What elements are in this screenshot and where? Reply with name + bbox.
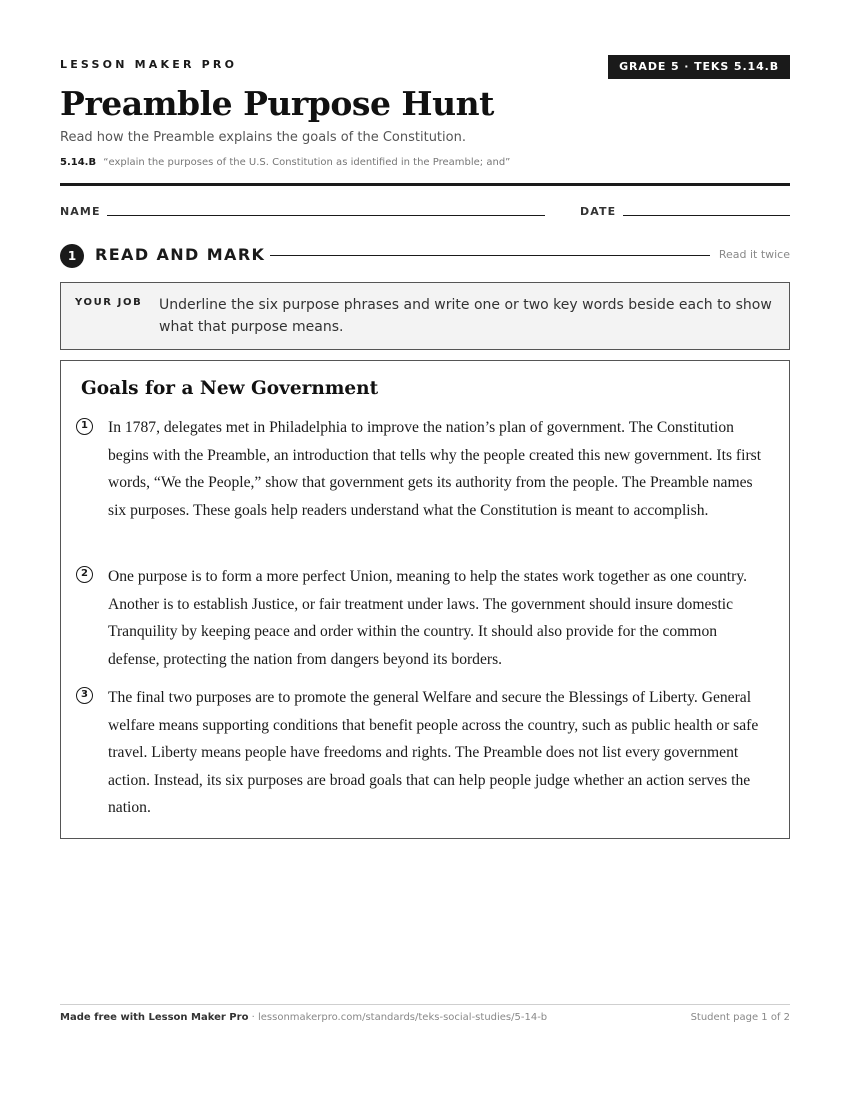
section-divider <box>270 255 710 256</box>
passage-paragraph: One purpose is to form a more perfect Union, meaning to help the states work together as one country. Another is to establish Justice, or fair treatment under laws. The government should insure domestic Tranquility by keeping peace and order within the country. It should also provide for the common defense, protecting the nation from dangers beyond its borders. <box>108 568 748 668</box>
section-note: Read it twice <box>718 248 790 261</box>
standard-text: “explain the purposes of the U.S. Constitution as identified in the Preamble; and” <box>103 157 511 168</box>
section-title: READ AND MARK <box>95 245 266 264</box>
footer-credit <box>60 1012 547 1023</box>
paragraph-number-badge: 3 <box>76 687 93 704</box>
reading-passage <box>60 360 790 839</box>
name-field[interactable] <box>107 215 545 216</box>
name-label: NAME <box>60 205 101 218</box>
passage-paragraph: The final two purposes are to promote the general Welfare and secure the Blessings of Liberty. General welfare means supporting conditions that benefit people across the country, such as public health or safe travel. Liberty means people have freedoms and rights. The Preamble does not list every government action. Instead, its six purposes are broad goals that can help people judge whether an action serves the nation. <box>108 689 759 816</box>
footer-separator: · <box>248 1012 258 1023</box>
footer-brand: Made free with Lesson Maker Pro <box>60 1012 249 1023</box>
standard-code: 5.14.B <box>60 157 97 168</box>
date-label: DATE <box>580 205 617 218</box>
instructions-label: YOUR JOB <box>75 297 143 308</box>
date-field[interactable] <box>623 215 790 216</box>
brand-name: LESSON MAKER PRO <box>60 58 238 71</box>
page-title: Preamble Purpose Hunt <box>60 84 494 123</box>
page-subtitle: Read how the Preamble explains the goals of the Constitution. <box>60 130 466 145</box>
paragraph-number-badge: 2 <box>76 566 93 583</box>
grade-badge: GRADE 5 · TEKS 5.14.B <box>608 55 790 79</box>
instructions-box <box>60 282 790 350</box>
standard-line <box>60 157 510 168</box>
section-number-badge: 1 <box>60 244 84 268</box>
footer-url[interactable]: lessonmakerpro.com/standards/teks-social-studies/5-14-b <box>257 1012 548 1023</box>
passage-paragraph: In 1787, delegates met in Philadelphia to improve the nation’s plan of government. The Constitution begins with the Preamble, an introduction that tells why the people created this new government. Its first words, “We the People,” show that government gets its authority from the people. The Preamble names six purposes. These goals help readers understand what the Constitution is meant to accomplish. <box>108 419 762 519</box>
page-indicator: Student page 1 of 2 <box>690 1012 790 1023</box>
paragraph-number-badge: 1 <box>76 418 93 435</box>
header-divider <box>60 183 790 186</box>
passage-title: Goals for a New Government <box>81 378 379 399</box>
footer-divider <box>60 1004 790 1005</box>
instructions-text: Underline the six purpose phrases and write one or two key words beside each to show what that purpose means. <box>159 297 772 335</box>
